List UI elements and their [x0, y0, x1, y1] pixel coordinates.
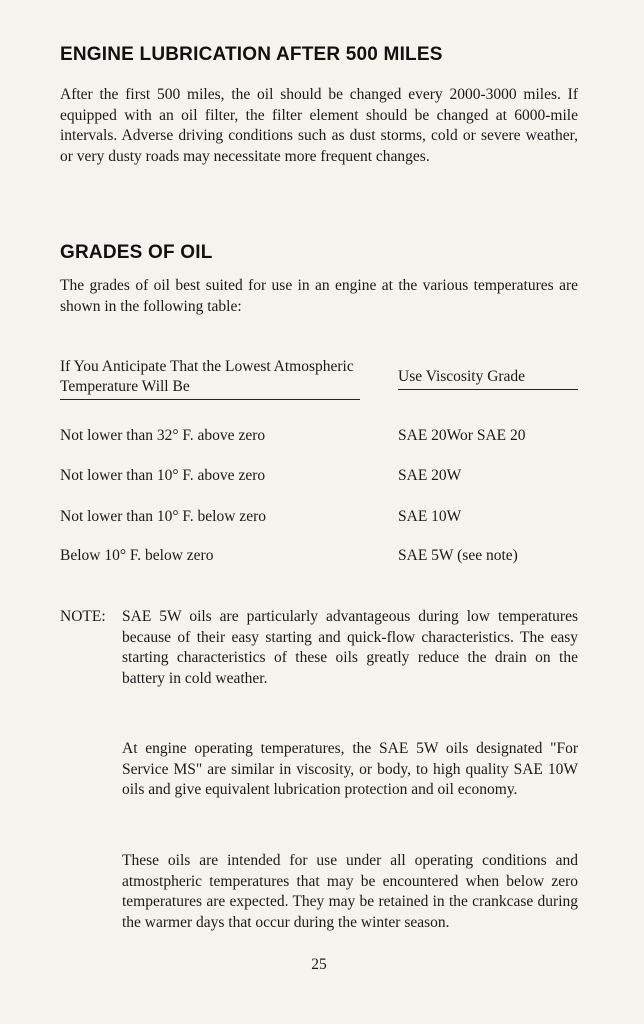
grade-cell: SAE 20W	[398, 467, 462, 484]
grade-cell: SAE 10W	[398, 508, 462, 525]
note-paragraph: These oils are intended for use under all operating conditions and atmostpheric temperatures that may be encountered when below zero temperatures are expected. They may be retained in the crankcase during the warmer days that occur during the winter season.	[122, 852, 578, 931]
temperature-cell: Not lower than 10° F. above zero	[60, 467, 266, 484]
temperature-column-header: If You Anticipate That the Lowest Atmospheric Temperature Will Be	[60, 357, 360, 400]
section-heading-engine-lubrication: ENGINE LUBRICATION AFTER 500 MILES	[60, 44, 443, 65]
viscosity-column-header: Use Viscosity Grade	[398, 367, 578, 390]
note-paragraph: SAE 5W oils are particularly advantageous during low temperatures because of their easy starting and quick-flow characteristics. The easy starting characteristics of these oils greatly reduce the drain on the battery in cold weather.	[122, 608, 578, 687]
section-heading-grades-of-oil: GRADES OF OIL	[60, 242, 213, 263]
temperature-cell: Below 10° F. below zero	[60, 547, 214, 564]
temperature-cell: Not lower than 32° F. above zero	[60, 427, 266, 444]
grade-cell: SAE 20Wor SAE 20	[398, 427, 526, 444]
grades-of-oil-intro: The grades of oil best suited for use in an engine at the various temperatures are shown in the following table:	[60, 277, 578, 315]
temperature-cell: Not lower than 10° F. below zero	[60, 508, 266, 525]
note-paragraph: At engine operating temperatures, the SAE 5W oils designated "For Service MS" are similar in viscosity, or body, to high quality SAE 10W oils and give equivalent lubrication protection and oil economy.	[122, 740, 578, 798]
grade-cell: SAE 5W (see note)	[398, 547, 518, 564]
page-number: 25	[311, 956, 327, 973]
oil-table-header	[60, 357, 578, 399]
engine-lubrication-paragraph: After the first 500 miles, the oil should be changed every 2000-3000 miles. If equipped with an oil filter, the filter element should be changed at 6000-mile intervals. Adverse driving conditions such as dust storms, cold or severe weather, or very dusty roads may necessitate more frequent changes.	[60, 86, 578, 165]
note-label: NOTE:	[60, 608, 106, 625]
